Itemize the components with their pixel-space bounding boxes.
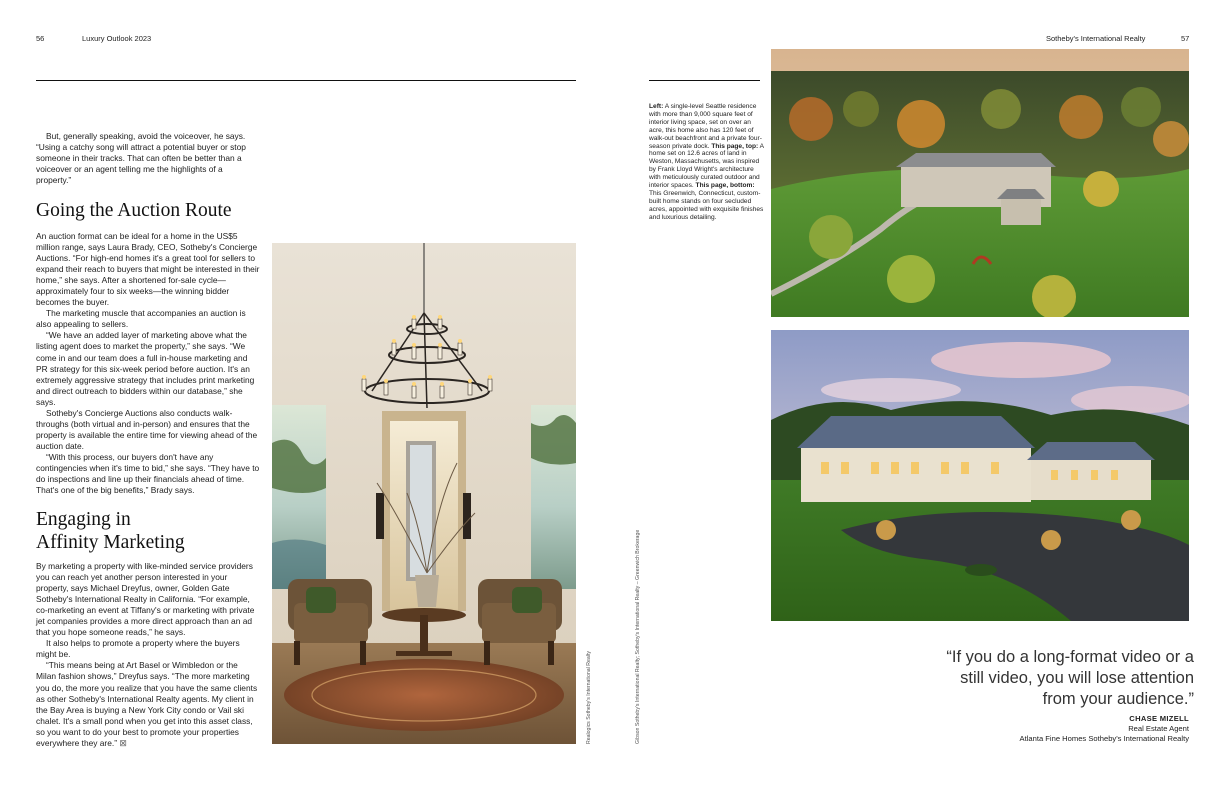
right-photos-credit: Gibson Sotheby's International Realty; Sotheby's International Realty – Greenwich Brokerage <box>635 529 641 744</box>
pull-quote-attribution <box>940 714 1189 744</box>
paragraph: By marketing a property with like-minded service providers you can reach yet another person interested in your property, says Michael Dreyfus, owner, Golden Gate Sotheby's International Realty in California. “For example, co-marketing an event at Tiffany's or marketing with private jet companies provides a more direct approach than an ad that you hope someone reads,” he says. <box>36 561 255 638</box>
section-heading-affinity <box>36 508 276 554</box>
interior-photo <box>272 243 576 744</box>
quote-author-name: CHASE MIZELL <box>1129 714 1189 723</box>
heading-line: Engaging in <box>36 509 131 530</box>
left-photo-credit: Realogics Sotheby's International Realty <box>586 651 592 744</box>
paragraph: The marketing muscle that accompanies an auction is also appealing to sellers. <box>36 308 246 330</box>
greenwich-home-illustration <box>771 330 1189 621</box>
paragraph: “With this process, our buyers don't have any contingencies when it's time to bid,” she says. “They have to do inspections and line up their financials ahead of time. That's one of the big benefits,” Brady says. <box>36 451 260 496</box>
heading-line: Affinity Marketing <box>36 532 185 553</box>
auction-section-body <box>36 231 260 496</box>
intro-block <box>36 131 260 186</box>
intro-paragraph: But, generally speaking, avoid the voiceover, he says. “Using a catchy song will attract a potential buyer or stop someone in their tracks. That can often be better than a voiceover or an agent telling me the highlights of a property.” <box>36 131 246 186</box>
caption-label-left: Left: <box>649 103 664 110</box>
paragraph <box>36 660 260 748</box>
pull-quote: “If you do a long-format video or a still video, you will lose attention from your audience.” <box>946 648 1194 708</box>
paragraph: It also helps to promote a property where the buyers might be. <box>36 638 240 660</box>
aerial-estate-photo <box>771 49 1189 317</box>
caption-label-top: This page, top: <box>709 142 759 150</box>
left-running-title: Luxury Outlook 2023 <box>82 34 152 43</box>
quote-author-company: Atlanta Fine Homes Sotheby's International Realty <box>1019 734 1189 743</box>
end-mark-icon: ⊠ <box>119 737 127 748</box>
greenwich-home-photo <box>771 330 1189 621</box>
left-page-number: 56 <box>36 34 45 43</box>
interior-photo-illustration <box>272 243 576 744</box>
quote-author-title: Real Estate Agent <box>1128 724 1189 733</box>
paragraph: “We have an added layer of marketing above what the listing agent does to market the property,” she says. “We come in and our team does a full in-house marketing and PR strategy for this six-week period before auction. It's an extremely aggressive strategy that includes print marketing and direct outreach to bidders within our database,” she says. <box>36 330 255 407</box>
paragraph: An auction format can be ideal for a home in the US$5 million range, says Laura Brady, CEO, Sotheby's Concierge Auctions. “For high-end homes it's a great tool for sellers to expand their reach to buyers that might be interested in their home,” she says. After a shortened for-sale cycle—approximately four to six weeks—the winning bidder becomes the buyer. <box>36 231 260 308</box>
right-page-number: 57 <box>1181 34 1190 43</box>
photo-caption <box>649 103 765 222</box>
paragraph: Sotheby's Concierge Auctions also conducts walk-throughs (both virtual and in-person) and ensures that the property is available the entire time for viewing ahead of the auction date. <box>36 407 258 451</box>
right-running-title: Sotheby's International Realty <box>1046 34 1146 43</box>
left-top-rule <box>36 80 576 81</box>
caption-text-left: A single-level Seattle residence with more than 9,000 square feet of interior living space, set on over an acre, this home also has 120 feet of walk-out beachfront and a private four-season private dock. <box>649 103 762 150</box>
paragraph-text: “This means being at Art Basel or Wimbledon or the Milan fashion shows,” Dreyfus says. “The more marketing you do, the more you realize that you have the same clients as other Sotheby's International Realty agents. My client in the Bay Area is buying a New York City condo or Vail ski chalet. It's a small pond when you get into this asset class, so you want to do your best to promote your properties everywhere they are.” <box>36 660 258 748</box>
caption-label-bottom: This page, bottom: <box>693 182 755 190</box>
caption-text-bottom: This Greenwich, Connecticut, custom-built home stands on four secluded acres, appointed with exquisite finishes and luxurious detailing. <box>649 189 764 221</box>
caption-text-top: A home set on 12.6 acres of land in Weston, Massachusetts, was inspired by Frank Lloyd Wright's architecture with meticulously curated outdoor and interior spaces. <box>649 142 764 190</box>
caption-top-rule <box>649 80 760 81</box>
section-heading-auction: Going the Auction Route <box>36 200 232 221</box>
affinity-section-body <box>36 561 260 749</box>
aerial-estate-illustration <box>771 49 1189 317</box>
